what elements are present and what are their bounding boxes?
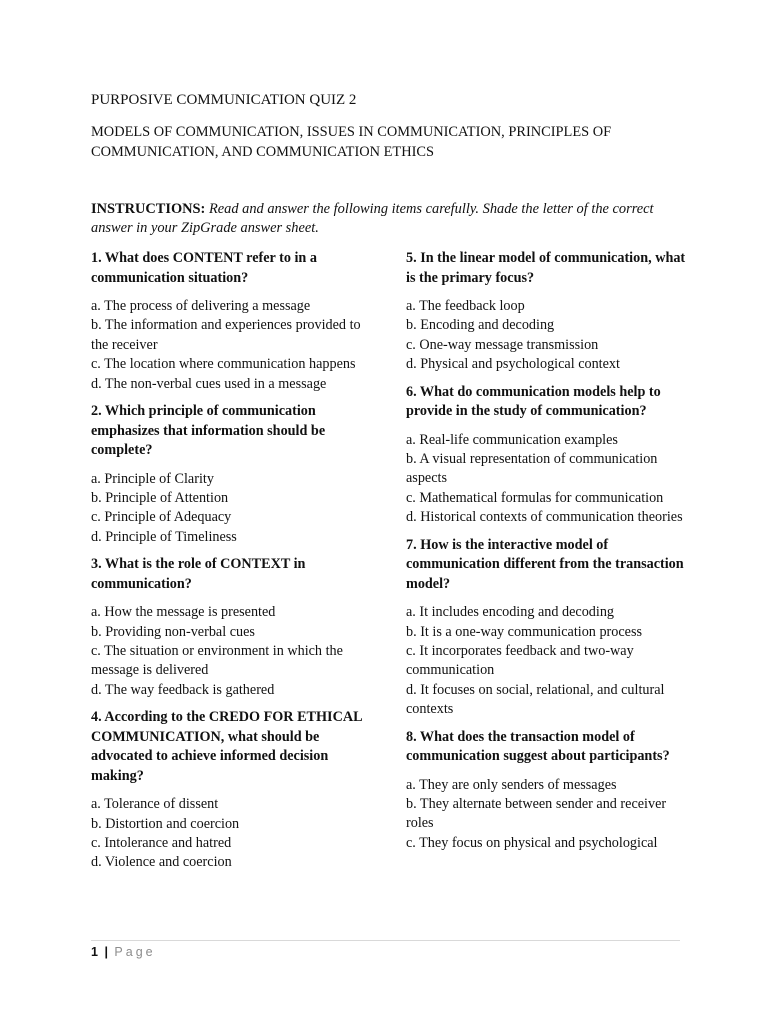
quiz-subtitle: MODELS OF COMMUNICATION, ISSUES IN COMMUNICATION, PRINCIPLES OF COMMUNICATION, AND COMMUNICATION ETHICS — [91, 124, 612, 160]
question-text: 3. What is the role of CONTEXT in communication? — [91, 556, 306, 592]
answer-option: c. They focus on physical and psychological — [406, 834, 658, 851]
page-footer — [91, 945, 156, 959]
answer-option: d. Principle of Timeliness — [91, 528, 237, 545]
answer-option: a. Real-life communication examples — [406, 431, 618, 448]
answer-option: c. The location where communication happens — [91, 356, 356, 373]
answer-options — [406, 776, 691, 854]
answer-option: b. They alternate between sender and receiver roles — [406, 796, 667, 832]
right-column — [406, 249, 691, 861]
answer-option: a. Principle of Clarity — [91, 470, 214, 487]
answer-option: b. It is a one-way communication process — [406, 623, 642, 640]
question-text: 4. According to the CREDO FOR ETHICAL COMMUNICATION, what should be advocated to achieve informed decision making? — [91, 709, 362, 784]
instructions-text: Read and answer the following items carefully. Shade the letter of the correct answer in your ZipGrade answer sheet. — [91, 201, 654, 236]
answer-option: a. It includes encoding and decoding — [406, 604, 615, 621]
answer-option: b. The information and experiences provided to the receiver — [91, 317, 361, 353]
answer-options — [406, 603, 691, 719]
answer-option: a. The process of delivering a message — [91, 298, 311, 314]
question-text: 7. How is the interactive model of communication different from the transaction model? — [406, 536, 684, 592]
left-column — [91, 249, 376, 881]
answer-option: a. How the message is presented — [91, 604, 276, 621]
answer-option: d. Violence and coercion — [91, 854, 232, 871]
answer-option: c. The situation or environment in which the message is delivered — [91, 642, 343, 679]
answer-option: c. It incorporates feedback and two-way communication — [406, 642, 634, 679]
instructions — [91, 200, 681, 238]
answer-option: d. It focuses on social, relational, and cultural contexts — [406, 681, 665, 718]
answer-option: a. Tolerance of dissent — [91, 796, 219, 813]
answer-options — [91, 603, 376, 700]
footer-separator: | — [104, 945, 108, 959]
answer-option: d. The non-verbal cues used in a message — [91, 375, 327, 392]
answer-option: c. Mathematical formulas for communication — [406, 489, 664, 506]
answer-option: c. Intolerance and hatred — [91, 835, 232, 851]
answer-option: b. Distortion and coercion — [91, 815, 240, 832]
answer-option: c. One-way message transmission — [406, 336, 599, 353]
answer-option: a. The feedback loop — [406, 298, 525, 314]
answer-options — [91, 470, 376, 548]
answer-option: d. Historical contexts of communication theories — [406, 509, 683, 526]
footer-divider — [91, 940, 680, 941]
page-number: 1 — [91, 945, 98, 959]
answer-option: d. The way feedback is gathered — [91, 681, 275, 698]
answer-option: c. Principle of Adequacy — [91, 509, 232, 526]
answer-options — [91, 297, 376, 394]
answer-options — [406, 431, 691, 528]
answer-options — [91, 795, 376, 873]
answer-option: b. Providing non-verbal cues — [91, 623, 255, 640]
answer-option: a. They are only senders of messages — [406, 776, 617, 793]
instructions-label: INSTRUCTIONS: — [91, 201, 206, 217]
question-text: 2. Which principle of communication emphasizes that information should be complete? — [91, 403, 326, 459]
answer-option: b. Encoding and decoding — [406, 317, 555, 334]
answer-option: b. Principle of Attention — [91, 489, 229, 506]
question-text: 1. What does CONTENT refer to in a communication situation? — [91, 250, 317, 286]
answer-option: b. A visual representation of communication aspects — [406, 451, 658, 487]
answer-options — [406, 297, 691, 375]
page-label: Page — [114, 945, 156, 959]
question-text: 6. What do communication models help to provide in the study of communication? — [406, 383, 661, 420]
question-text: 5. In the linear model of communication, what is the primary focus? — [406, 250, 686, 286]
answer-option: d. Physical and psychological context — [406, 356, 620, 373]
quiz-title: PURPOSIVE COMMUNICATION QUIZ 2 — [91, 92, 357, 108]
question-text: 8. What does the transaction model of communication suggest about participants? — [406, 728, 670, 765]
